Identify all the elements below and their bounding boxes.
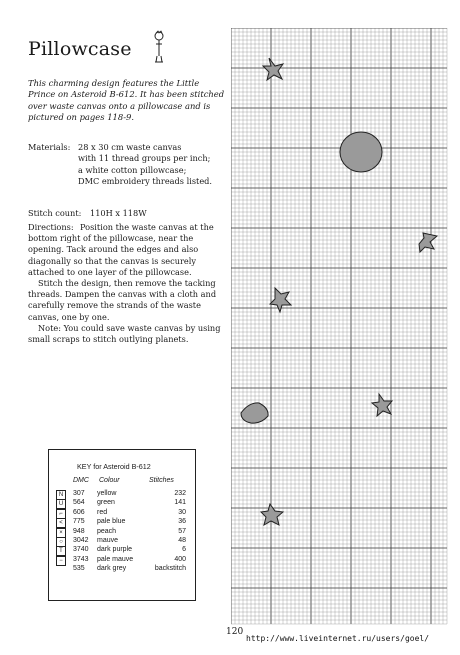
key-colour-name: green	[97, 499, 115, 507]
key-stitch-count: 6	[182, 546, 186, 554]
directions-label: Directions:	[28, 222, 74, 232]
key-row	[56, 518, 192, 527]
key-stitch-count: 57	[178, 527, 186, 535]
key-header-dmc: DMC	[73, 477, 89, 484]
key-header-stitches: Stitches	[149, 477, 174, 484]
key-dmc-number: 775	[73, 518, 85, 526]
directions-paragraph-1	[28, 222, 228, 278]
key-colour-name: pale mauve	[97, 555, 134, 563]
key-symbol-icon: ⌐	[56, 509, 66, 519]
key-row	[56, 556, 192, 565]
materials-line: a white cotton pillowcase;	[78, 164, 187, 175]
key-symbol-icon: T	[56, 546, 66, 556]
key-colour-name: yellow	[97, 490, 117, 497]
key-dmc-number: 535	[73, 565, 85, 573]
stitch-count-value: 110H x 118W	[90, 208, 147, 218]
key-symbol-icon: ×	[56, 528, 66, 538]
key-dmc-number: 3042	[73, 537, 89, 544]
materials-line: with 11 thread groups per inch;	[78, 153, 211, 164]
key-colour-name: red	[97, 508, 108, 516]
stitch-count	[28, 208, 147, 218]
key-stitch-count: 30	[178, 508, 186, 516]
key-row	[56, 509, 192, 518]
key-dmc-number: 948	[73, 527, 85, 535]
key-stitch-count: 232	[174, 490, 186, 497]
key-colour-name: dark purple	[97, 546, 133, 554]
materials-line: 28 x 30 cm waste canvas	[78, 142, 182, 152]
materials-label: Materials:	[28, 142, 71, 152]
thread-key-box	[48, 449, 196, 601]
key-row	[56, 537, 192, 546]
key-header-colour: Colour	[99, 477, 120, 484]
key-row	[56, 565, 192, 574]
key-dmc-number: 564	[73, 499, 85, 507]
chart-grid	[231, 28, 447, 624]
key-stitch-count: 48	[178, 537, 186, 544]
directions-text-1: Position the waste canvas at the bottom right of the pillowcase, near the opening. Tack around the edges and also diagonally so that the canvas is securely attached to one layer of the pillowcase.	[28, 222, 214, 277]
directions-paragraph-2: Stitch the design, then remove the tacking threads. Dampen the canvas with a cloth and carefully remove the strands of the waste canvas, one by one.	[28, 278, 217, 322]
key-stitch-count: backstitch	[154, 565, 186, 573]
key-dmc-number: 3743	[73, 555, 89, 563]
key-stitch-count: 400	[174, 555, 186, 563]
directions-paragraph-3: Note: You could save waste canvas by using small scraps to stitch outlying planets.	[28, 322, 221, 345]
key-dmc-number: 3740	[73, 546, 89, 554]
directions-section	[28, 222, 228, 345]
key-colour-name: peach	[97, 527, 117, 535]
key-stitch-count: 36	[178, 518, 186, 526]
star-motif-icon	[263, 58, 283, 80]
key-row	[56, 490, 192, 499]
source-watermark: http://www.liveinternet.ru/users/goel/	[246, 634, 430, 643]
planet-motif-icon	[340, 132, 382, 172]
page-number: 120	[226, 627, 244, 637]
key-row	[56, 528, 192, 537]
key-symbol-icon: N	[56, 490, 66, 500]
key-colour-name: mauve	[97, 537, 119, 544]
key-dmc-number: 606	[73, 508, 85, 516]
key-colour-name: dark grey	[97, 565, 127, 573]
cross-stitch-chart	[231, 28, 452, 628]
materials-line: DMC embroidery threads listed.	[78, 176, 213, 187]
key-symbol-icon: <	[56, 518, 66, 528]
key-row	[56, 546, 192, 555]
key-title: KEY for Asteroid B-612	[77, 462, 151, 471]
key-stitch-count: 141	[174, 499, 186, 507]
star-motif-icon	[261, 504, 283, 525]
intro-text: This charming design features the Little Prince on Asteroid B-612. It has been stitched over waste canvas onto a pillowcase and is pictured on pages 118-9.	[28, 78, 225, 122]
page-title: Pillowcase	[28, 38, 132, 60]
little-prince-figure-icon	[152, 30, 166, 64]
key-symbol-icon: U	[56, 499, 66, 509]
planet-motif-icon	[241, 403, 268, 423]
materials-list	[78, 142, 228, 188]
key-dmc-number: 307	[73, 490, 85, 497]
stitch-count-label: Stitch count:	[28, 208, 82, 218]
key-row	[56, 499, 192, 508]
key-symbol-icon: ○	[56, 537, 66, 547]
key-symbol-icon: −	[56, 556, 66, 566]
key-colour-name: pale blue	[97, 518, 126, 526]
